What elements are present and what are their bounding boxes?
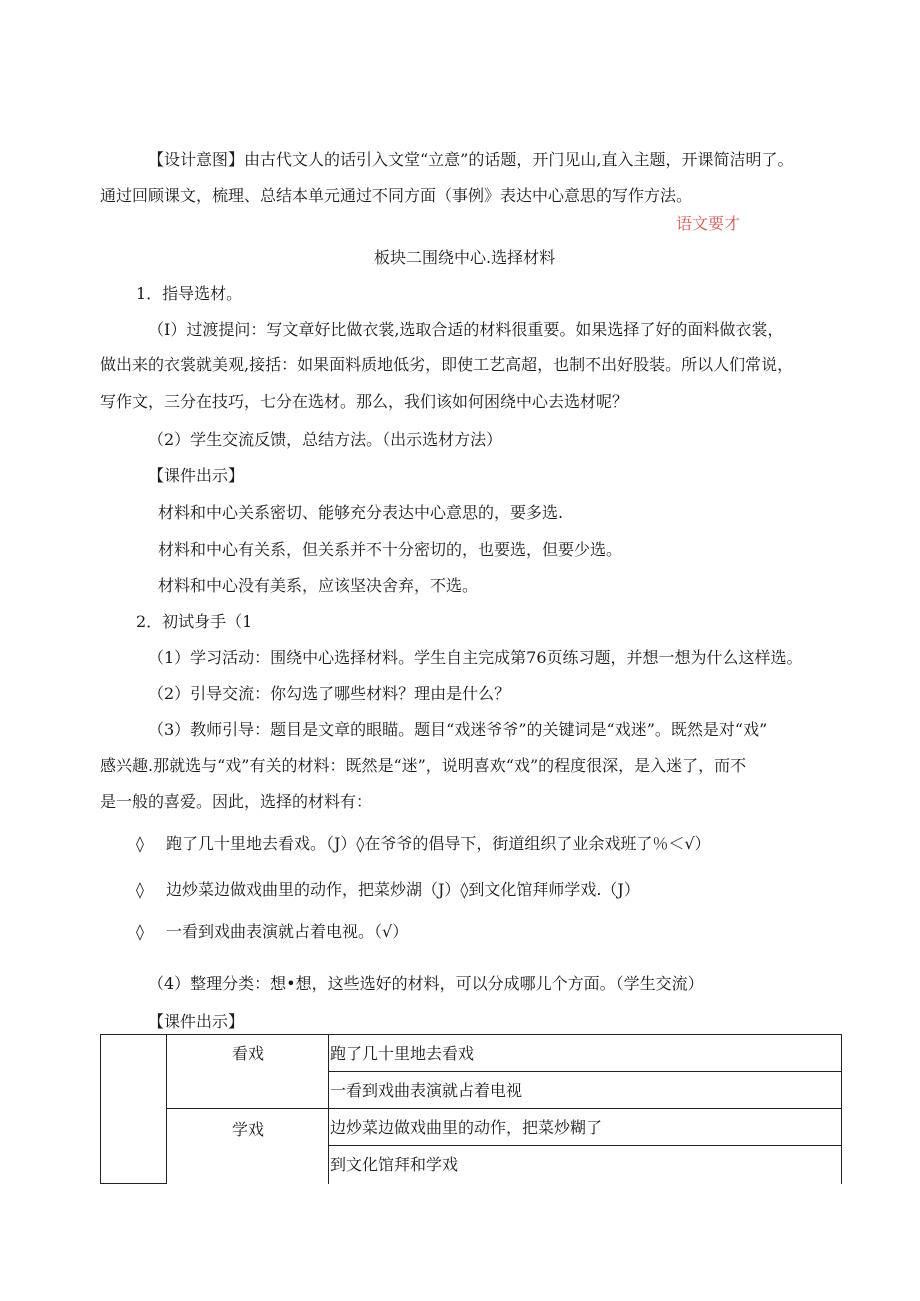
table-border [100,1034,842,1035]
material-bullet-3 [136,922,408,942]
item1-title: 1．指导选材。 [136,284,243,303]
material-bullet-text: 一看到戏曲表演就占着电视。（√） [166,922,409,941]
table-border [841,1034,842,1184]
item2-para2: （2）引导交流：你勾选了哪些材料？理由是什么？ [148,684,511,703]
material-bullet-1 [136,834,711,854]
design-intent-line-2: 通过回顾课文，梳理、总结本单元通过不同方面（事例》表达中心意思的写作方法。 [100,186,693,205]
item1-para2: （2）学生交流反馈，总结方法。（出示选材方法） [148,430,503,449]
table-category-cell: 学戏 [232,1120,265,1139]
table-category-cell: 看戏 [232,1044,265,1063]
diamond-bullet-icon: ◊ [136,922,144,941]
table-border [166,1108,842,1109]
courseware-label-2: 【课件出示】 [148,1012,245,1031]
item2-title: 2．初试身手（1 [136,612,253,631]
selection-rule-3: 材料和中心没有美系，应该坚决舍弃，不选。 [158,576,479,595]
table-border [328,1034,329,1184]
table-border [328,1071,842,1072]
item2-para1: （1）学习活动：围绕中心选择材料。学生自主完成第76页练习题，并想一想为什么这样选。 [148,648,803,667]
table-material-cell: 一看到戏曲表演就占着电视 [330,1081,523,1100]
table-border [328,1145,842,1146]
item1-para1-line3: 写作文，三分在技巧，七分在选材。那么，我们该如何困绕中心去选材呢？ [100,392,629,411]
table-material-cell: 边炒菜边做戏曲里的动作，把菜炒糊了 [330,1118,603,1137]
material-bullet-text: 跑了几十里地去看戏。（J）◊在爷爷的倡导下，街道组织了业余戏班了％＜√） [166,834,711,853]
classification-table [100,1034,842,1184]
diamond-bullet-icon: ◊ [136,880,144,899]
material-bullet-text: 边炒菜边做戏曲里的动作，把菜炒湖（J）◊到文化馆拜师学戏.（J） [166,880,640,899]
section-title: 板块二围绕中心.选择材料 [374,248,556,267]
selection-rule-2: 材料和中心有关系，但关系并不十分密切的，也要选，但要少选。 [158,540,623,559]
item2-para3-line3: 是一般的喜爱。因此，选择的材料有： [100,792,373,811]
material-bullet-2 [136,880,640,900]
item2-para4: （4）整理分类：想•想，这些选好的材料，可以分成哪儿个方面。（学生交流） [148,974,704,993]
table-border [100,1183,166,1184]
diamond-bullet-icon: ◊ [136,834,144,853]
item2-para3-line2: 感兴趣.那就选与“戏”有关的材料：既然是“迷”，说明喜欢“戏”的程度很深，是入迷了，而不 [100,756,747,775]
item2-para3-line1: （3）教师引导：题目是文章的眼瞄。题目“戏迷爷爷”的关键词是“戏迷”。既然是对“戏” [148,720,768,739]
table-border [100,1034,101,1184]
selection-rule-1: 材料和中心关系密切、能够充分表达中心意思的，要多选. [158,503,564,522]
item1-para1-line2: 做出来的衣裳就美观,接括：如果面料质地低劣，即使工艺高超，也制不出好股装。所以人们常说， [100,355,794,374]
item1-para1-line1: （I）过渡提问：写文章好比做衣裳,选取合适的材料很重要。如果选择了好的面料做衣裳， [148,320,784,339]
watermark-text: 语文要才 [676,214,741,233]
table-material-cell: 跑了几十里地去看戏 [330,1044,475,1063]
table-material-cell: 到文化馆拜和学戏 [330,1155,459,1174]
table-border [166,1034,167,1184]
courseware-label-1: 【课件出示】 [148,466,245,485]
design-intent-line-1: 【设计意图】由古代文人的话引入文堂“立意”的话题，开门见山,直入主题，开课简洁明了。 [148,150,794,169]
